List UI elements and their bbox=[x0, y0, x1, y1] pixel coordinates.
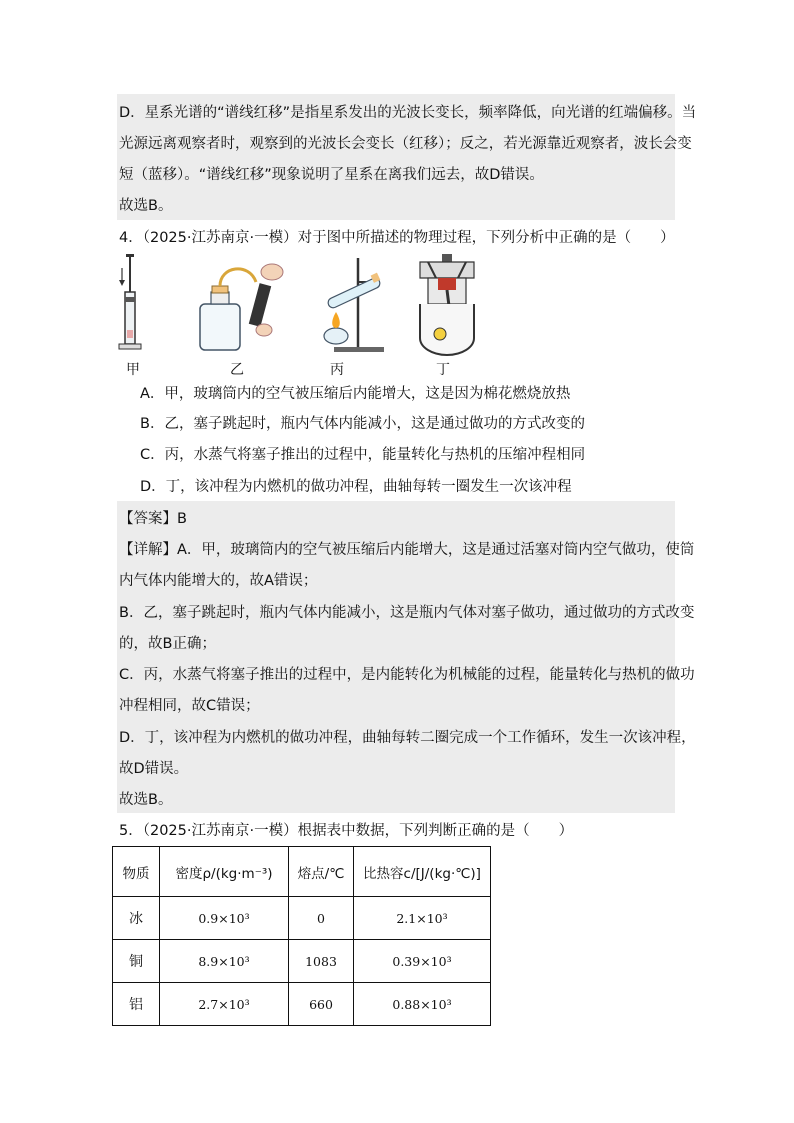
option-b: B．乙，塞子跳起时，瓶内气体内能减小，这是通过做功的方式改变的 bbox=[140, 416, 585, 432]
engine-stroke-figure bbox=[414, 252, 480, 357]
table-header-cell: 密度ρ/(kg·m⁻³) bbox=[160, 847, 289, 897]
table-cell: 2.7×10³ bbox=[160, 983, 289, 1026]
figure-label: 甲 bbox=[126, 362, 140, 378]
detail-line: 内气体内能增大的，故A错误； bbox=[119, 573, 318, 589]
table-header-cell: 物质 bbox=[113, 847, 160, 897]
explanation-line: 短（蓝移）。“谱线红移”现象说明了星系在离我们远去，故D错误。 bbox=[119, 167, 544, 183]
table-cell: 铜 bbox=[113, 940, 160, 983]
table-header-row bbox=[113, 847, 491, 897]
explanation-line: 光源远离观察者时，观察到的光波长会变长（红移）；反之，若光源靠近观察者，波长会变 bbox=[119, 136, 692, 152]
table-cell: 660 bbox=[289, 983, 354, 1026]
detail-line: 冲程相同，故C错误； bbox=[119, 698, 260, 714]
detail-line: D．丁，该冲程为内燃机的做功冲程，曲轴每转二圈完成一个工作循环，发生一次该冲程， bbox=[119, 730, 696, 746]
option-d: D．丁，该冲程为内燃机的做功冲程，曲轴每转一圈发生一次该冲程 bbox=[140, 479, 572, 495]
explanation-line: D．星系光谱的“谱线红移”是指星系发出的光波长变长，频率降低，向光谱的红端偏移。当 bbox=[119, 105, 697, 121]
figure-label: 丙 bbox=[330, 362, 344, 378]
detail-line: 故D错误。 bbox=[119, 761, 189, 777]
table-cell: 冰 bbox=[113, 897, 160, 940]
conclusion-text: 故选B。 bbox=[119, 792, 173, 808]
table-row bbox=[113, 983, 491, 1026]
table-cell: 0.9×10³ bbox=[160, 897, 289, 940]
figure-label: 丁 bbox=[436, 362, 450, 378]
figure-label: 乙 bbox=[230, 362, 244, 378]
option-c: C．丙，水蒸气将塞子推出的过程中，能量转化与热机的压缩冲程相同 bbox=[140, 447, 586, 463]
question-4-stem: 4．（2025·江苏南京·一模）对于图中所描述的物理过程，下列分析中正确的是（ ） bbox=[119, 230, 675, 246]
option-a: A．甲，玻璃筒内的空气被压缩后内能增大，这是因为棉花燃烧放热 bbox=[140, 386, 571, 402]
table-cell: 8.9×10³ bbox=[160, 940, 289, 983]
question-5-stem: 5．（2025·江苏南京·一模）根据表中数据，下列判断正确的是（ ） bbox=[119, 823, 574, 839]
fire-syringe-figure bbox=[114, 252, 144, 357]
detail-line: 【详解】A．甲，玻璃筒内的空气被压缩后内能增大，这是通过活塞对筒内空气做功，使筒 bbox=[119, 542, 695, 558]
table-row bbox=[113, 897, 491, 940]
table-cell: 0.88×10³ bbox=[354, 983, 491, 1026]
detail-line: C．丙，水蒸气将塞子推出的过程中，是内能转化为机械能的过程，能量转化与热机的做功 bbox=[119, 667, 695, 683]
question-4-figures bbox=[114, 252, 504, 378]
table-cell: 2.1×10³ bbox=[354, 897, 491, 940]
detail-line: 的，故B正确； bbox=[119, 636, 216, 652]
table-cell: 1083 bbox=[289, 940, 354, 983]
detail-line: B．乙，塞子跳起时，瓶内气体内能减小，这是瓶内气体对塞子做功，通过做功的方式改变 bbox=[119, 605, 695, 621]
conclusion-text: 故选B。 bbox=[119, 198, 173, 214]
table-cell: 0 bbox=[289, 897, 354, 940]
test-tube-heating-figure bbox=[314, 252, 394, 357]
table-header-cell: 熔点/℃ bbox=[289, 847, 354, 897]
table-cell: 0.39×10³ bbox=[354, 940, 491, 983]
answer-label: 【答案】B bbox=[119, 511, 187, 527]
table-header-cell: 比热容c/[J/(kg·℃)] bbox=[354, 847, 491, 897]
table-cell: 铝 bbox=[113, 983, 160, 1026]
material-data-table bbox=[112, 846, 491, 1026]
table-row bbox=[113, 940, 491, 983]
bottle-pump-figure bbox=[194, 252, 284, 357]
